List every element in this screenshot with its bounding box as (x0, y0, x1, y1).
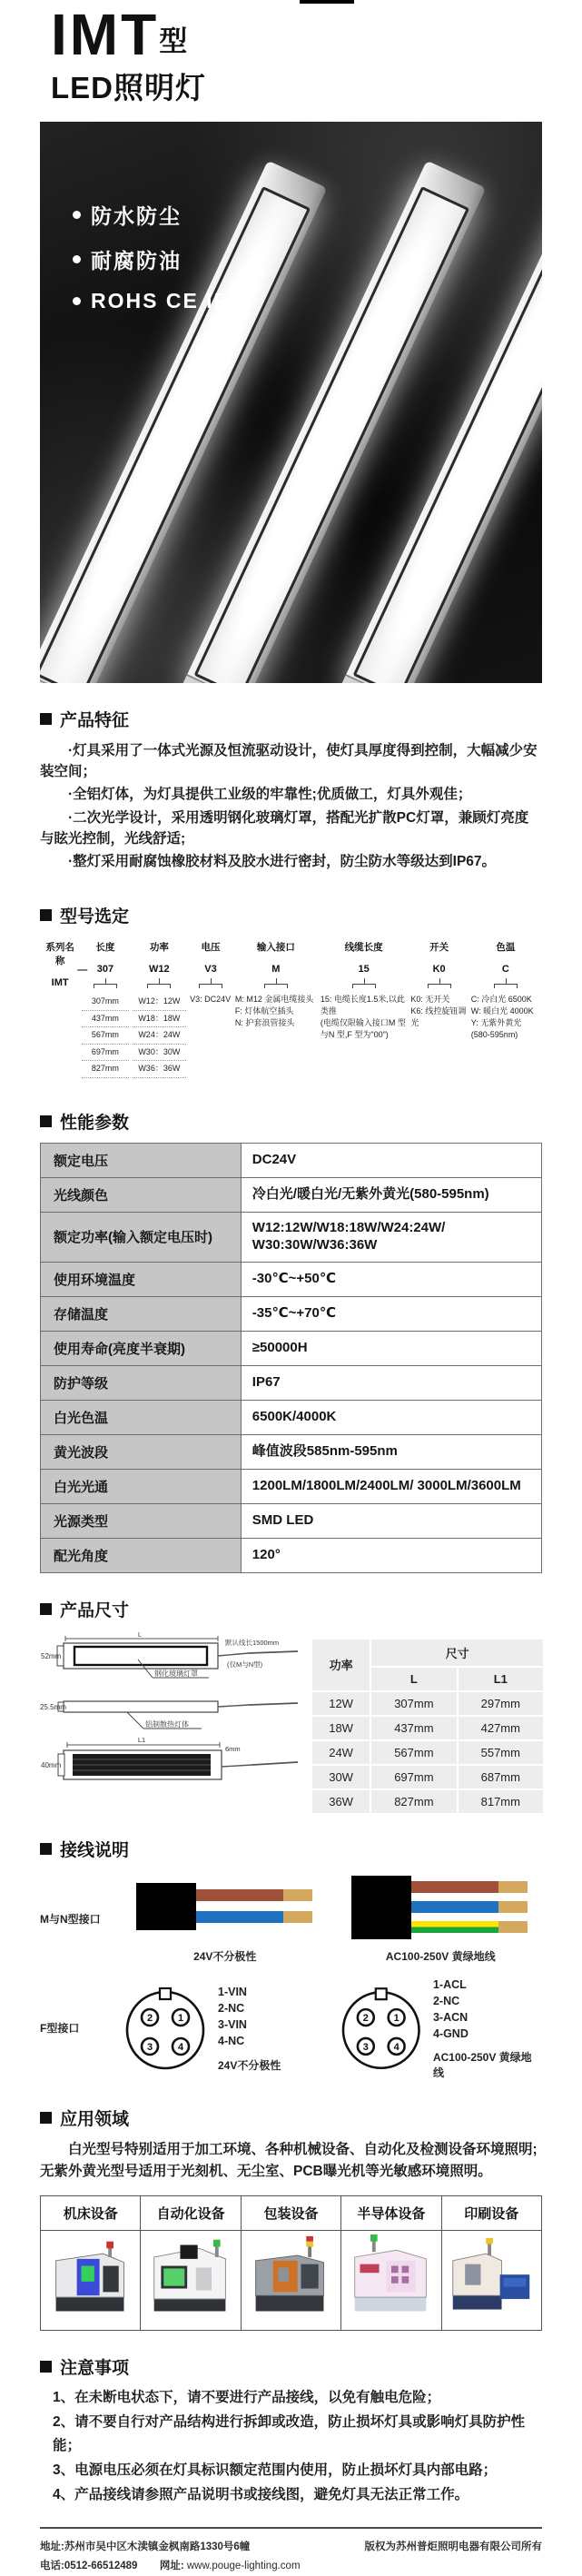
hero-bullet-list (73, 200, 257, 328)
dim-l: 567mm (371, 1741, 456, 1764)
app-category: 机床设备 (41, 2196, 141, 2231)
dim-l1: 817mm (459, 1790, 543, 1813)
square-marker-icon (40, 1603, 52, 1615)
dim-row (312, 1790, 543, 1813)
perf-value: IP67 (241, 1365, 541, 1400)
square-marker-icon (40, 713, 52, 725)
model-option: M: M12 金属电缆接头 (234, 995, 314, 1005)
brown-wire (196, 1889, 283, 1901)
perf-value: -30℃~+50℃ (241, 1262, 541, 1296)
model-option: V3: DC24V (190, 995, 232, 1005)
pin-number: 4 (177, 2041, 184, 2053)
f-port-label: F型接口 (40, 2022, 80, 2036)
model-option: 567mm (82, 1027, 128, 1045)
bullet-icon (73, 211, 81, 219)
model-col-cable-length (319, 940, 409, 1078)
pin-label: 1-ACL (432, 1977, 467, 1991)
perf-row (41, 1296, 542, 1331)
footer (40, 2527, 542, 2575)
model-option: W: 暖白光 4000K (470, 1006, 534, 1016)
model-option: W36：36W (133, 1061, 187, 1078)
pin-label: 4-NC (218, 2035, 245, 2048)
model-option: K6: 线控旋钮调光 (410, 1006, 467, 1028)
hero-bullet-text: 防水防尘 (91, 203, 182, 228)
printing-machine-illustration (448, 2234, 535, 2322)
app-image-row (41, 2231, 542, 2331)
wiring-f-row (40, 1977, 542, 2081)
dc-cable-diagram (136, 1874, 314, 1943)
feature-item: ·灯具采用了一体式光源及恒流驱动设计，使灯具厚度得到控制，大幅减少安装空间； (40, 742, 538, 780)
perf-label: 光线颜色 (41, 1178, 242, 1213)
model-col-label: 功率 (149, 942, 169, 954)
model-col-color-temp (469, 940, 542, 1078)
model-options (321, 994, 408, 1041)
note-item: 4、产品接线请参照产品说明书或接线图，避免灯具无法正常工作。 (53, 2486, 469, 2502)
blue-wire (196, 1911, 283, 1923)
f-ac-caption: AC100-250V 黄绿地线 (432, 2051, 532, 2080)
branch-connector-icon (199, 978, 222, 989)
wire-length-label: 默认线长1500mm (225, 1638, 280, 1647)
pin-number: 3 (146, 2041, 153, 2053)
perf-value: 冷白光/暖白光/无紫外黄光(580-595nm) (241, 1178, 541, 1213)
ac-cable-diagram (351, 1874, 529, 1943)
dim-label-l: L (138, 1631, 142, 1639)
model-option: N: 护套浪管接头 (234, 1018, 295, 1028)
model-col-code: C (501, 964, 509, 976)
section-heading-model (40, 903, 542, 927)
wiring-heading-text: 接线说明 (60, 1840, 130, 1860)
dim-row (312, 1717, 543, 1739)
section-heading-dimensions (40, 1597, 542, 1621)
perf-value: 峰值波段585nm-595nm (241, 1434, 541, 1469)
dc-cable-group (123, 1874, 327, 1964)
model-code-dash: — (77, 965, 88, 976)
model-option: C: 冷白光 6500K (470, 995, 532, 1005)
perf-label: 白光色温 (41, 1400, 242, 1434)
semiconductor-machine-illustration (348, 2234, 435, 2322)
app-cell-machine-tool (41, 2231, 141, 2331)
dim-label-40mm: 40mm (41, 1760, 62, 1769)
model-option: K0: 无开关 (410, 995, 450, 1005)
perf-row (41, 1331, 542, 1365)
model-option: 15: 电缆长度1.5米,以此 类推 (320, 995, 405, 1016)
bullet-icon (73, 297, 81, 305)
app-category: 自动化设备 (141, 2196, 241, 2231)
square-marker-icon (40, 2361, 52, 2373)
f-dc-pinlist (218, 1984, 281, 2073)
top-edge-artifact (300, 0, 354, 4)
dim-l1: 557mm (459, 1741, 543, 1764)
applications-heading-text: 应用领域 (60, 2110, 130, 2130)
pin-label: 3-ACN (432, 2010, 469, 2024)
perf-label: 使用环境温度 (41, 1262, 242, 1296)
dim-row (312, 1766, 543, 1788)
dim-power: 12W (312, 1692, 370, 1715)
dc-cable-caption: 24V不分极性 (193, 1949, 257, 1963)
dim-l: 697mm (371, 1766, 456, 1788)
dim-l: 307mm (371, 1692, 456, 1715)
pin-number: 2 (146, 2012, 153, 2024)
hero-bullet (73, 289, 257, 313)
applications-table (40, 2195, 542, 2331)
wire-tip (283, 1911, 312, 1923)
model-col-code: IMT (51, 977, 69, 989)
feature-item: ·全铝灯体，为灯具提供工业级的牢靠性;优质做工，灯具外观佳； (68, 787, 472, 803)
note-item: 2、请不要自行对产品结构进行拆卸或改造，防止损坏灯具或影响灯具防护性能； (53, 2413, 526, 2454)
model-option: W24：24W (133, 1027, 187, 1045)
branch-connector-icon (147, 978, 171, 989)
dim-row (312, 1741, 543, 1764)
section-heading-notes (40, 2354, 542, 2379)
model-option: W30：30W (133, 1045, 187, 1062)
glass-cover-label: 钢化玻璃灯罩 (154, 1669, 198, 1678)
wiring-mn-row (40, 1874, 542, 1964)
wire-tip (283, 1889, 312, 1901)
model-options (133, 994, 187, 1078)
perf-label: 防护等级 (41, 1365, 242, 1400)
perf-value: DC24V (241, 1144, 541, 1178)
branch-connector-icon (94, 978, 117, 989)
brown-wire (411, 1881, 498, 1893)
pin-number: 3 (362, 2041, 369, 2053)
app-cell-printing (441, 2231, 541, 2331)
square-marker-icon (40, 1843, 52, 1855)
perf-row (41, 1178, 542, 1213)
perf-row (41, 1538, 542, 1572)
perf-value: W12:12W/W18:18W/W24:24W/ W30:30W/W36:36W (241, 1213, 541, 1263)
product-subtitle: LED照明灯 (51, 70, 206, 104)
applications-description: 白光型号特别适用于加工环境、各种机械设备、自动化及检测设备环境照明;无紫外黄光型号适用于光刻机、无尘室、PCB曝光机等光敏感环境照明。 (40, 2142, 538, 2180)
dim-header-row (312, 1640, 543, 1666)
header (0, 0, 582, 107)
model-option: 437mm (82, 1011, 128, 1028)
model-options (82, 994, 128, 1078)
f-ac-group (340, 1977, 543, 2081)
square-marker-icon (40, 2112, 52, 2124)
dimension-drawing (40, 1632, 301, 1792)
cable-sheath (136, 1883, 196, 1930)
model-options (471, 994, 540, 1041)
model-col-switch (409, 940, 469, 1078)
f-dc-caption: 24V不分极性 (218, 2058, 281, 2072)
branch-connector-icon (494, 978, 518, 989)
perf-value: 120° (241, 1538, 541, 1572)
app-cell-automation (141, 2231, 241, 2331)
footer-website-label: 网址: (159, 2561, 184, 2572)
section-heading-features (40, 707, 542, 731)
perf-row (41, 1262, 542, 1296)
mn-port-label: M与N型接口 (40, 1912, 101, 1926)
model-col-power (131, 940, 189, 1078)
square-marker-icon (40, 1115, 52, 1127)
f-connector-diagram (123, 1985, 207, 2072)
perf-value: SMD LED (241, 1503, 541, 1538)
perf-row (41, 1365, 542, 1400)
model-col-label: 电压 (201, 942, 221, 954)
feature-item: ·二次光学设计，采用透明钢化玻璃灯罩，搭配光扩散PC灯罩，兼顾灯亮度与眩光控制，光线舒适; (40, 809, 529, 847)
dim-power: 36W (312, 1790, 370, 1813)
automation-machine-illustration (147, 2234, 234, 2322)
model-col-code: V3 (204, 964, 217, 976)
perf-label: 额定电压 (41, 1144, 242, 1178)
app-category: 半导体设备 (341, 2196, 441, 2231)
machine-tool-illustration (47, 2234, 134, 2322)
dim-label-52mm: 52mm (41, 1651, 62, 1660)
perf-label: 光源类型 (41, 1503, 242, 1538)
model-option: Y: 无紫外黄光 (580-595nm) (470, 1018, 522, 1040)
model-col-series (40, 940, 88, 1078)
cable-sheath (351, 1876, 411, 1939)
performance-table (40, 1143, 542, 1573)
note-item: 3、电源电压必须在灯具标识额定范围内使用，防止损坏灯具内部电路； (53, 2462, 498, 2479)
perf-row (41, 1400, 542, 1434)
pin-label: 1-VIN (218, 1986, 247, 1999)
ac-cable-caption: AC100-250V 黄绿地线 (385, 1949, 496, 1963)
perf-value: 6500K/4000K (241, 1400, 541, 1434)
hero-bullet (73, 244, 257, 274)
hero-bullet (73, 200, 257, 230)
wire-tip (498, 1901, 528, 1913)
dim-col-l1: L1 (459, 1668, 543, 1690)
model-col-code: 307 (96, 964, 114, 976)
app-category: 印刷设备 (441, 2196, 541, 2231)
footer-website-link[interactable]: www.pouge-lighting.com (186, 2561, 301, 2572)
perf-value: ≥50000H (241, 1331, 541, 1365)
hero-bullet-text: ROHS CE IP67 (91, 288, 257, 312)
branch-connector-icon (352, 978, 376, 989)
pin-label: 2-NC (432, 1994, 460, 2007)
footer-phone-line (40, 2557, 301, 2576)
model-col-label: 线缆长度 (344, 942, 383, 954)
square-marker-icon (40, 909, 52, 921)
pin-number: 4 (393, 2041, 400, 2053)
model-col-label: 长度 (95, 942, 115, 954)
pin-number: 1 (393, 2012, 400, 2024)
footer-contact (40, 2538, 301, 2575)
series-type-suffix: 型 (159, 25, 188, 57)
dim-label-255mm: 25.5mm (40, 1702, 66, 1711)
footer-copyright-block (365, 2538, 543, 2575)
wire-note-label: (仅M与N型) (227, 1660, 263, 1669)
dim-label-l1: L1 (137, 1735, 146, 1744)
footer-address: 地址:苏州市吴中区木渎镇金枫南路1330号6幢 (40, 2541, 251, 2553)
model-col-label: 开关 (429, 942, 449, 954)
perf-label: 额定功率(输入额定电压时) (41, 1213, 242, 1263)
model-col-input (233, 940, 319, 1078)
performance-heading-text: 性能参数 (60, 1114, 130, 1134)
perf-value: -35℃~+70℃ (241, 1296, 541, 1331)
pin-label: 4-GND (432, 2026, 469, 2040)
dim-power: 18W (312, 1717, 370, 1739)
perf-label: 存储温度 (41, 1296, 242, 1331)
perf-label: 配光角度 (41, 1538, 242, 1572)
perf-row (41, 1503, 542, 1538)
perf-label: 使用寿命(亮度半衰期) (41, 1331, 242, 1365)
f-dc-group (123, 1984, 327, 2073)
wire-tip (498, 1921, 528, 1933)
notes-list (40, 2386, 542, 2507)
section-heading-applications (40, 2105, 542, 2130)
perf-row (41, 1469, 542, 1503)
model-col-code: W12 (149, 964, 170, 976)
section-heading-performance (40, 1109, 542, 1134)
footer-copyright: 版权为苏州普炬照明电器有限公司所有 (364, 2541, 542, 2553)
dim-l: 437mm (371, 1717, 456, 1739)
feature-item: ·整灯采用耐腐蚀橡胶材料及胶水进行密封，防尘防水等级达到IP67。 (68, 854, 497, 870)
perf-row (41, 1213, 542, 1263)
dimensions-content (40, 1632, 542, 1815)
model-col-voltage (188, 940, 233, 1078)
model-heading-text: 型号选定 (60, 907, 130, 927)
perf-row (41, 1434, 542, 1469)
pin-number: 1 (177, 2012, 184, 2024)
branch-connector-icon (428, 978, 451, 989)
hero-product-image (40, 122, 542, 683)
model-col-code: K0 (432, 964, 446, 976)
brand-line (51, 2, 582, 67)
perf-row (41, 1144, 542, 1178)
hero-bullet-text: 耐腐防油 (91, 248, 182, 272)
f-ac-pinlist (433, 1977, 542, 2081)
app-cell-packaging (241, 2231, 340, 2331)
dimensions-table (311, 1638, 545, 1815)
note-item: 1、在未断电状态下，请不要进行产品接线，以免有触电危险； (53, 2390, 441, 2406)
pin-number: 2 (362, 2012, 369, 2024)
dim-col-power: 功率 (312, 1640, 370, 1690)
series-title: IMT (51, 2, 160, 67)
pin-label: 3-VIN (218, 2018, 247, 2032)
content (0, 707, 582, 2508)
dim-col-size: 尺寸 (371, 1640, 543, 1666)
model-option: W12：12W (133, 994, 187, 1011)
perf-label: 白光光通 (41, 1469, 242, 1503)
model-col-label: 色温 (496, 942, 516, 954)
app-cell-semiconductor (341, 2231, 441, 2331)
model-col-label: 系列名称 (45, 942, 74, 967)
model-options (190, 994, 232, 1006)
app-header-row (41, 2196, 542, 2231)
model-options (235, 994, 317, 1029)
ac-cable-group (340, 1874, 543, 1964)
bullet-icon (73, 255, 81, 263)
blue-wire (411, 1901, 498, 1913)
alu-body-label: 铝制散热灯体 (145, 1719, 189, 1729)
perf-label: 黄光波段 (41, 1434, 242, 1469)
footer-phone: 电话:0512-66512489 (40, 2561, 138, 2572)
dim-power: 24W (312, 1741, 370, 1764)
packaging-machine-illustration (247, 2234, 334, 2322)
model-option: (电缆仅限输入接口M 型 与N 型,F 型为"00") (320, 1018, 406, 1040)
features-heading-text: 产品特征 (60, 710, 130, 730)
dim-l1: 687mm (459, 1766, 543, 1788)
model-col-length (80, 940, 130, 1078)
model-col-label: 输入接口 (256, 942, 295, 954)
model-col-code: M (271, 964, 281, 976)
branch-connector-icon (264, 978, 288, 989)
model-col-code: 15 (358, 964, 370, 976)
dimensions-heading-text: 产品尺寸 (60, 1600, 130, 1620)
f-connector-diagram (340, 1985, 422, 2072)
model-option: F: 灯体航空插头 (234, 1006, 294, 1016)
features-list (40, 740, 542, 873)
dim-label-6mm: 6mm (225, 1744, 241, 1753)
dim-col-l: L (371, 1668, 456, 1690)
model-options (410, 994, 467, 1029)
section-heading-wiring (40, 1837, 542, 1861)
model-option: 307mm (82, 994, 128, 1011)
dim-power: 30W (312, 1766, 370, 1788)
wire-tip (498, 1881, 528, 1893)
notes-heading-text: 注意事项 (60, 2359, 130, 2379)
app-category: 包装设备 (241, 2196, 340, 2231)
model-option: W18：18W (133, 1011, 187, 1028)
dim-l1: 427mm (459, 1717, 543, 1739)
dim-l1: 297mm (459, 1692, 543, 1715)
model-code-diagram (40, 940, 542, 1078)
pin-label: 2-NC (218, 2002, 245, 2016)
dim-l: 827mm (371, 1790, 456, 1813)
model-option: 827mm (82, 1061, 128, 1078)
dim-row (312, 1692, 543, 1715)
model-option: 697mm (82, 1045, 128, 1062)
perf-value: 1200LM/1800LM/2400LM/ 3000LM/3600LM (241, 1469, 541, 1503)
yellow-green-earth-wire (411, 1921, 498, 1933)
